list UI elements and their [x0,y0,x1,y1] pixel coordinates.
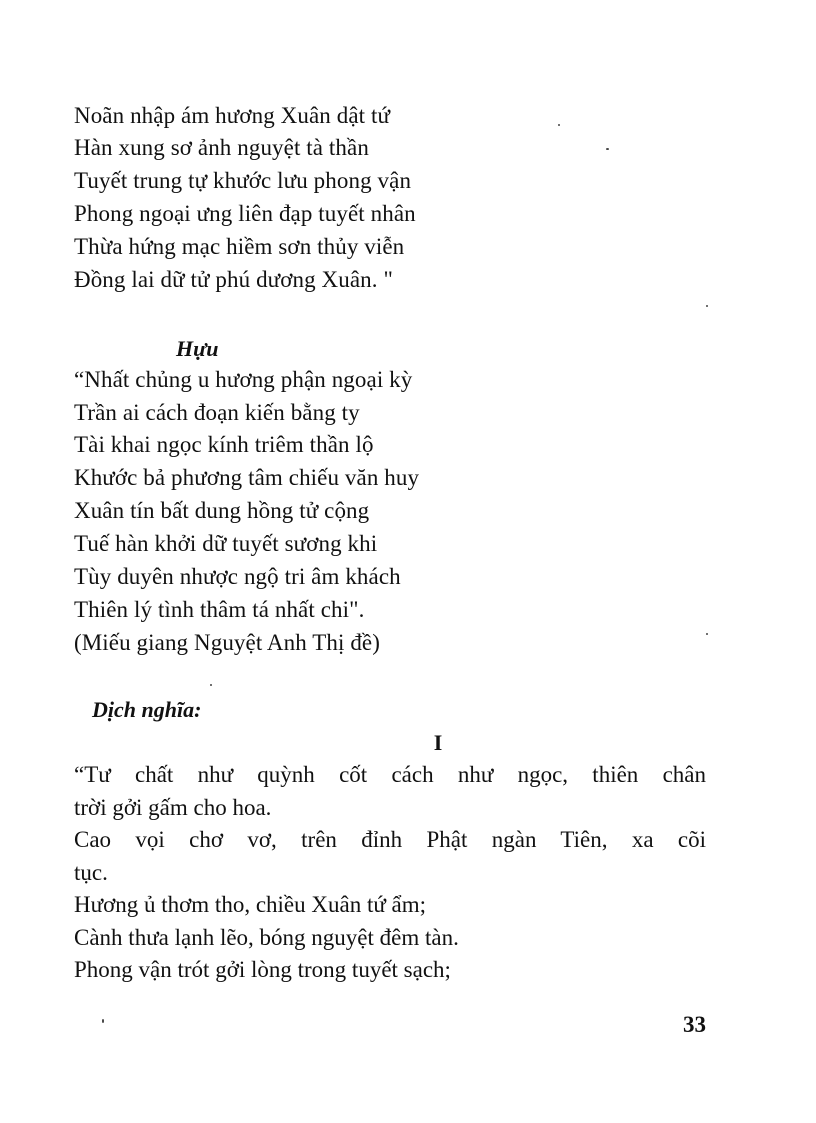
poem-line: Đồng lai dữ tử phú dương Xuân. " [74,267,393,292]
poem-line: Tùy duyên nhược ngộ tri âm khách [74,564,401,589]
scan-speck [558,124,560,126]
scan-speck [606,148,609,150]
scan-speck [210,684,212,686]
poem-line: Khước bả phương tâm chiếu văn huy [74,465,420,490]
translation-line: “Tư chất như quỳnh cốt cách như ngọc, thiên chân [74,762,706,787]
poem-line: Tuyết trung tự khước lưu phong vận [74,168,412,193]
translation-line: trời gởi gấm cho hoa. [74,794,272,820]
translation-line: Cao vọi chơ vơ, trên đỉnh Phật ngàn Tiên, xa cõi [74,827,706,852]
poem-line: Xuân tín bất dung hồng tử cộng [74,498,370,523]
poem-line: Tuế hàn khởi dữ tuyết sương khi [74,531,378,556]
translation-line: Phong vận trót gởi lòng trong tuyết sạch; [74,957,451,982]
poem-line: “Nhất chủng u hương phận ngoại kỳ [74,367,413,392]
scan-speck [706,305,708,307]
translation-heading: Dịch nghĩa: [92,697,202,722]
translation-line: Cành thưa lạnh lẽo, bóng nguyệt đêm tàn. [74,924,459,950]
poem-2-heading: Hựu [176,336,219,361]
poem-line: Thiên lý tình thâm tá nhất chi". [74,597,365,622]
scan-speck [102,1019,104,1023]
translation-line: Hương ủ thơm tho, chiều Xuân tứ ẩm; [74,892,427,917]
page-number: 33 [683,1012,706,1037]
poem-attribution: (Miếu giang Nguyệt Anh Thị đề) [74,630,380,655]
translation-text [74,759,706,987]
poem-line: Phong ngoại ưng liên đạp tuyết nhân [74,201,416,226]
poem-line: Hàn xung sơ ảnh nguyệt tà thần [74,135,369,160]
poem-line: Trần ai cách đoạn kiến bằng ty [74,400,360,425]
poem-line: Tài khai ngọc kính triêm thần lộ [74,432,374,457]
poem-line: Thừa hứng mạc hiềm sơn thủy viễn [74,234,405,259]
poem-line: Noãn nhập ám hương Xuân dật tứ [74,103,391,128]
scan-speck [706,633,708,635]
translation-line: tục. [74,859,108,885]
section-number: I [433,730,443,755]
